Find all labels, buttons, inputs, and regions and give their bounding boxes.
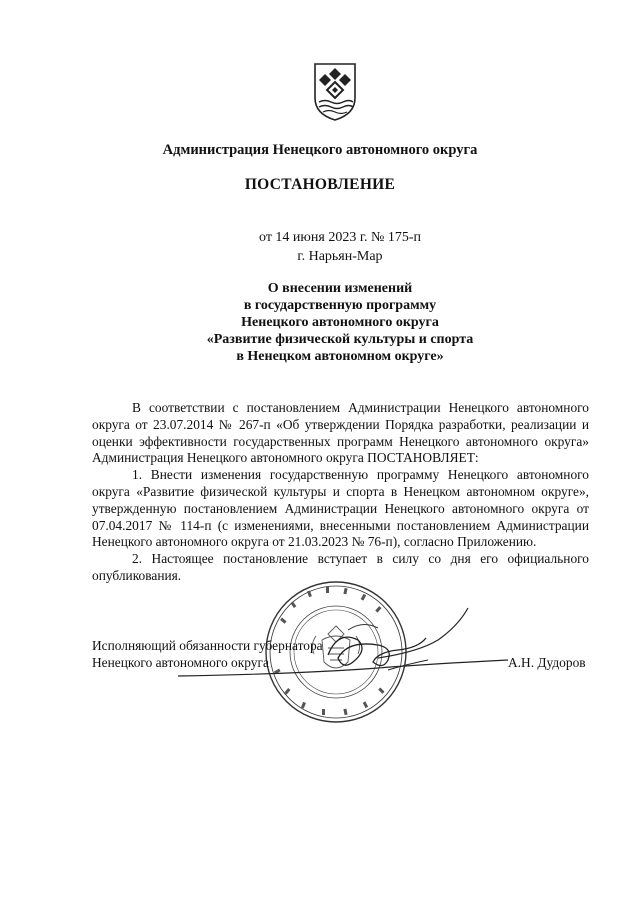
document-body xyxy=(92,400,589,585)
title-line: О внесении изменений xyxy=(267,281,413,296)
title-line: Ненецкого автономного округа xyxy=(241,315,439,330)
organization-name: Администрация Ненецкого автономного округа xyxy=(162,142,478,158)
document-type: ПОСТАНОВЛЕНИЕ xyxy=(244,176,396,193)
document-date-number: от 14 июня 2023 г. № 175-п xyxy=(259,230,421,245)
title-line: в Ненецком автономном округе» xyxy=(236,349,444,364)
title-line: в государственную программу xyxy=(243,298,437,313)
body-paragraph-item-1: 1. Внести изменения государственную программу Ненецкого автономного округа «Развитие физической культуры и спорта в Ненецком автономном округе», утвержденную постановлением Администрации Ненецкого автономного округа от 07.04.2017 № 114-п (с изменениями, внесенными постановлением Администрации Ненецкого автономного округа от 21.03.2023 № 76-п), согласно Приложению. xyxy=(92,467,589,550)
body-paragraph-preamble: В соответствии с постановлением Администрации Ненецкого автономного округа от 23.07.2014 № 267-п «Об утверждении Порядка разработки, реализации и оценки эффективности государственных программ Ненецкого автономного округа» Администрация Ненецкого автономного округа ПОСТАНОВЛЯЕТ: xyxy=(92,400,589,466)
signatory-position-line-1: Исполняющий обязанности губернатора xyxy=(92,638,323,653)
signatory-position xyxy=(92,637,323,671)
signatory-name: А.Н. Дудоров xyxy=(508,655,586,670)
signatory-position-line-2: Ненецкого автономного округа xyxy=(92,655,269,670)
body-paragraph-item-2: 2. Настоящее постановление вступает в силу со дня его официального опубликования. xyxy=(92,551,589,583)
coat-of-arms-icon xyxy=(311,60,359,122)
date-block xyxy=(230,228,450,266)
document-place: г. Нарьян-Мар xyxy=(297,249,383,264)
document-title xyxy=(150,280,530,365)
title-line: «Развитие физической культуры и спорта xyxy=(206,332,474,347)
